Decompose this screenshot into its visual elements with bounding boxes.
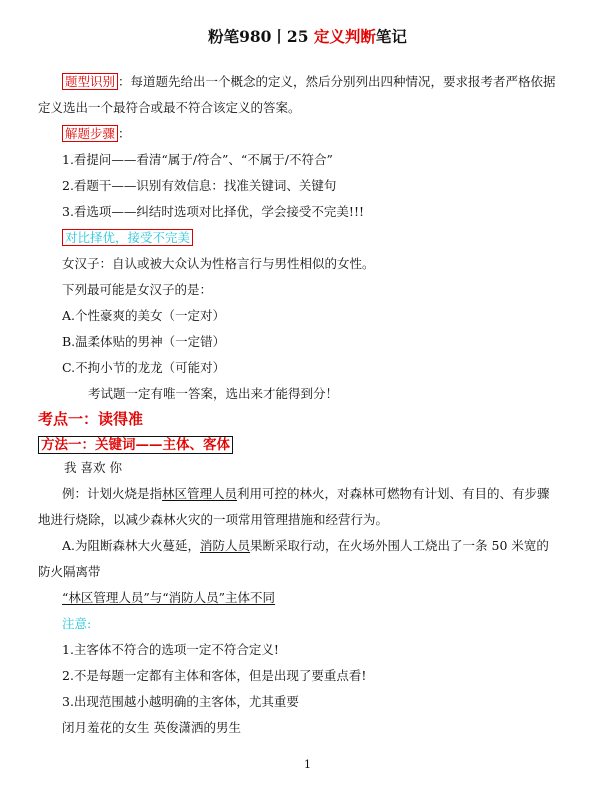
example1-option-b: B.温柔体贴的男神（一定错） xyxy=(62,334,226,349)
method-heading: 方法一：关键词——主体、客体 xyxy=(38,433,233,453)
page-title: 粉笔980丨25 定义判断笔记 xyxy=(208,27,407,46)
example1-option-c: C.不拘小节的龙龙（可能对） xyxy=(62,360,226,375)
note-3: 3.出现范围越小越明确的主客体，尤其重要 xyxy=(62,694,299,709)
example1-definition: 女汉子：自认或被大众认为性格言行与男性相似的女性。 xyxy=(62,256,375,271)
notes-label: 注意: xyxy=(62,616,92,631)
example2-words: 我 喜欢 你 xyxy=(64,460,122,475)
subject-firefighters: 消防人员 xyxy=(200,538,251,553)
note-2: 2.不是每题一定都有主体和客体，但是出现了要重点看! xyxy=(62,668,367,683)
page-number: 1 xyxy=(304,758,311,771)
example2-option-line-2: 防火隔离带 xyxy=(38,564,101,579)
example1-conclusion: 考试题一定有唯一答案，选出来才能得到分！ xyxy=(88,386,339,401)
step-2: 2.看题干——识别有效信息：找准关键词、关键句 xyxy=(62,178,337,193)
subject-forest-staff: 林区管理人员 xyxy=(162,486,238,501)
step-1: 1.看提问——看清“属于/符合”、“不属于/不符合” xyxy=(62,152,333,167)
example3: 闭月羞花的女生 英俊潇洒的男生 xyxy=(62,720,241,735)
note-1: 1.主客体不符合的选项一定不符合定义! xyxy=(62,642,279,657)
intro-line-2: 定义选出一个最符合或最不符合该定义的答案。 xyxy=(38,100,301,115)
example2-note: “林区管理人员”与“消防人员”主体不同 xyxy=(62,590,276,605)
example2-option-line-1: A.为阻断森林大火蔓延，消防人员果断采取行动，在火场外围人工烧出了一条 50 米宽的 xyxy=(62,538,549,553)
tag-question-type: 题型识别 xyxy=(62,73,118,90)
tag-steps: 解题步骤 xyxy=(62,125,118,142)
example2-definition-line-1: 例：计划火烧是指林区管理人员利用可控的林火，对森林可燃物有计划、有目的、有步骤 xyxy=(62,486,550,501)
example2-definition-line-2: 地进行烧除，以减少森林火灾的一项常用管理措施和经营行为。 xyxy=(38,512,389,527)
compare-heading xyxy=(62,229,193,247)
step-3: 3.看选项——纠结时选项对比择优，学会接受不完美!!! xyxy=(62,204,364,219)
tag-compare: 对比择优，接受不完美 xyxy=(62,229,193,246)
example1-question: 下列最可能是女汉子的是： xyxy=(62,282,213,297)
intro-line-1: 题型识别 ：每道题先给出一个概念的定义，然后分别列出四种情况，要求报考者严格依据 xyxy=(62,73,556,91)
example1-option-a: A.个性豪爽的美女（一定对） xyxy=(62,308,226,323)
steps-heading: 解题步骤 ： xyxy=(62,125,131,143)
section-heading: 考点一：读得准 xyxy=(38,410,144,428)
